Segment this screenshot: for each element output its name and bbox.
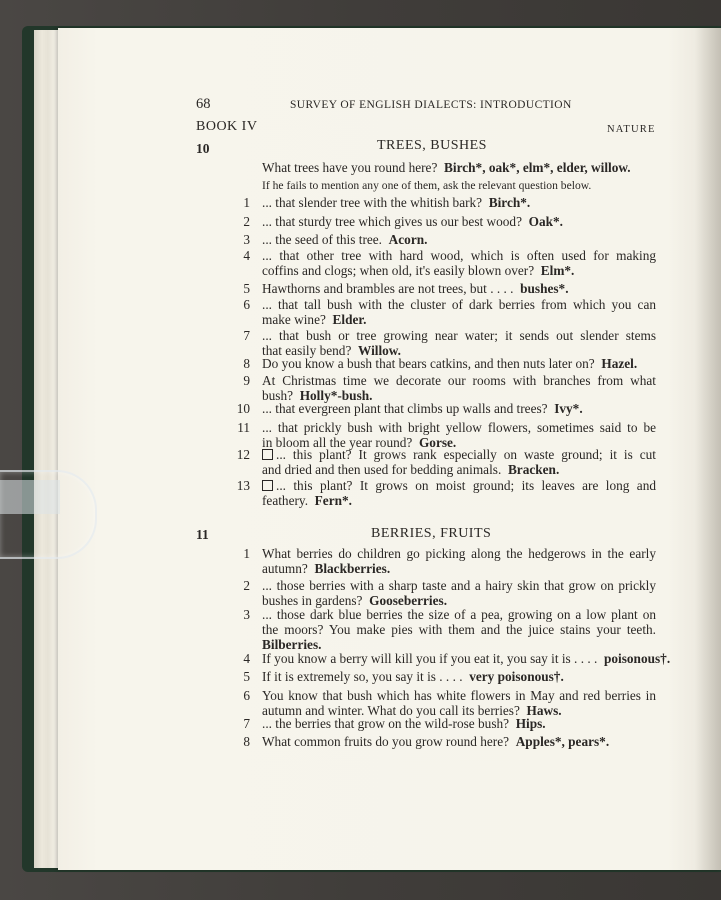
item-text-line (262, 312, 366, 327)
question-text: make wine? (262, 312, 326, 327)
item-text-line (262, 263, 574, 278)
item-text-line (262, 637, 321, 652)
question-text: ... this plant? It grows on moist ground; its leaves are long and (276, 478, 656, 493)
item-text-line (262, 356, 637, 371)
question-text: ... that other tree with hard wood, which is often used for making (262, 248, 656, 263)
item-number: 8 (243, 734, 250, 749)
section-title: TREES, BUSHES (377, 138, 487, 153)
question-text: Hawthorns and brambles are not trees, but . . . . (262, 281, 514, 296)
intro-note: If he fails to mention any one of them, ask the relevant question below. (262, 179, 592, 192)
question-text: You know that bush which has white flowers in May and red berries in (262, 688, 656, 703)
item-number: 4 (243, 248, 250, 263)
question-text: autumn and winter. What do you call its berries? (262, 703, 520, 718)
answer-keyword: Birch*. (488, 195, 531, 210)
item-text-line (262, 734, 609, 749)
answer-keyword: Hazel. (601, 356, 638, 371)
item-number: 12 (236, 447, 250, 462)
page-clip (0, 470, 97, 559)
item-number: 1 (243, 546, 250, 561)
question-text: ... that evergreen plant that climbs up walls and trees? (262, 401, 548, 416)
item-text-line (262, 248, 656, 263)
item-number: 11 (237, 420, 250, 435)
running-title: SURVEY OF ENGLISH DIALECTS: INTRODUCTION (290, 99, 572, 111)
item-text-line (262, 297, 656, 312)
item-text-line (262, 716, 546, 731)
answer-keyword: Holly*-bush. (299, 388, 373, 403)
checkbox-icon (262, 480, 273, 491)
question-text: What berries do children go picking along the hedgerows in the early (262, 546, 656, 561)
item-text-line (262, 593, 447, 608)
item-text-line (262, 493, 352, 508)
item-number: 5 (243, 281, 250, 296)
intro-question-text: What trees have you round here? (262, 160, 438, 175)
answer-keyword: Blackberries. (314, 561, 391, 576)
item-number: 6 (243, 688, 250, 703)
book-label: BOOK IV (196, 119, 258, 134)
item-number: 7 (243, 328, 250, 343)
item-number: 7 (243, 716, 250, 731)
question-text: ... the berries that grow on the wild-rose bush? (262, 716, 510, 731)
item-text-line (262, 578, 656, 593)
answer-keyword: Bracken. (507, 462, 560, 477)
item-text-line (262, 214, 563, 229)
question-text: autumn? (262, 561, 308, 576)
item-number: 3 (243, 607, 250, 622)
item-number: 5 (243, 669, 250, 684)
item-text-line (262, 669, 564, 684)
item-number: 8 (243, 356, 250, 371)
item-text-line (262, 232, 427, 247)
answer-keyword: Bilberries. (262, 637, 322, 652)
question-text: bush? (262, 388, 294, 403)
answer-keyword: Acorn. (388, 232, 428, 247)
answer-keyword: Gooseberries. (369, 593, 448, 608)
item-number: 2 (243, 578, 250, 593)
question-text: that easily bend? (262, 343, 352, 358)
question-text: ... those berries with a sharp taste and a hairy skin that grow on prickly (262, 578, 656, 593)
item-number: 1 (243, 195, 250, 210)
question-text: If you know a berry will kill you if you eat it, you say it is . . . . (262, 651, 598, 666)
question-text: ... that prickly bush with bright yellow flowers, sometimes said to be (262, 420, 656, 435)
answer-keyword: Haws. (526, 703, 562, 718)
question-text: bushes in gardens? (262, 593, 363, 608)
item-number: 3 (243, 232, 250, 247)
question-text: coffins and clogs; when old, it's easily blown over? (262, 263, 535, 278)
item-text-line (262, 373, 656, 388)
item-text-line (262, 561, 390, 576)
item-text-line (262, 607, 656, 622)
answer-keyword: bushes*. (520, 281, 569, 296)
item-text-line (262, 688, 656, 703)
item-text-line (262, 462, 559, 477)
answer-keyword: Willow. (358, 343, 401, 358)
question-text: ... this plant? It grows rank especially on waste ground; it is cut (276, 447, 656, 462)
question-text: ... that bush or tree growing near water; it sends out slender stems (262, 328, 656, 343)
question-text: and dried and then used for bedding animals. (262, 462, 502, 477)
intro-answer: Birch*, oak*, elm*, elder, willow. (444, 160, 631, 175)
answer-keyword: poisonous†. (604, 651, 671, 666)
item-number: 9 (243, 373, 250, 388)
question-text: feathery. (262, 493, 309, 508)
item-text-line (262, 478, 656, 493)
checkbox-icon (262, 449, 273, 460)
question-text: ... the seed of this tree. (262, 232, 383, 247)
item-number: 13 (236, 478, 250, 493)
section-number: 10 (196, 141, 210, 156)
gutter-shadow (695, 28, 721, 870)
item-text-line (262, 546, 656, 561)
category-label: NATURE (607, 124, 656, 135)
section-number: 11 (196, 527, 209, 542)
question-text: ... that tall bush with the cluster of dark berries from which you can (262, 297, 656, 312)
question-text: in bloom all the year round? (262, 435, 413, 450)
answer-keyword: Ivy*. (554, 401, 583, 416)
question-text: If it is extremely so, you say it is . . . . (262, 669, 463, 684)
item-text-line (262, 401, 583, 416)
item-number: 2 (243, 214, 250, 229)
item-text-line (262, 622, 656, 637)
question-text: ... those dark blue berries the size of a pea, growing on a low plant on (262, 607, 656, 622)
answer-keyword: Hips. (515, 716, 546, 731)
item-text-line (262, 447, 656, 462)
item-text-line (262, 651, 670, 666)
item-number: 4 (243, 651, 250, 666)
answer-keyword: Elm*. (540, 263, 575, 278)
answer-keyword: Gorse. (418, 435, 457, 450)
answer-keyword: Oak*. (528, 214, 563, 229)
answer-keyword: Fern*. (314, 493, 352, 508)
question-text: Do you know a bush that bears catkins, and then nuts later on? (262, 356, 595, 371)
question-text: the moors? You make pies with them and the juice stains your teeth. (262, 622, 656, 637)
item-number: 6 (243, 297, 250, 312)
item-text-line (262, 195, 530, 210)
intro-question (262, 160, 631, 175)
answer-keyword: very poisonous†. (469, 669, 564, 684)
question-text: ... that slender tree with the whitish bark? (262, 195, 483, 210)
item-text-line (262, 420, 656, 435)
question-text: At Christmas time we decorate our rooms with branches from what (262, 373, 656, 388)
answer-keyword: Apples*, pears*. (515, 734, 610, 749)
question-text: ... that sturdy tree which gives us our best wood? (262, 214, 522, 229)
page-number: 68 (196, 96, 211, 112)
item-number: 10 (236, 401, 250, 416)
item-text-line (262, 281, 569, 296)
section-title: BERRIES, FRUITS (371, 526, 492, 541)
item-text-line (262, 328, 656, 343)
answer-keyword: Elder. (332, 312, 367, 327)
question-text: What common fruits do you grow round here? (262, 734, 510, 749)
